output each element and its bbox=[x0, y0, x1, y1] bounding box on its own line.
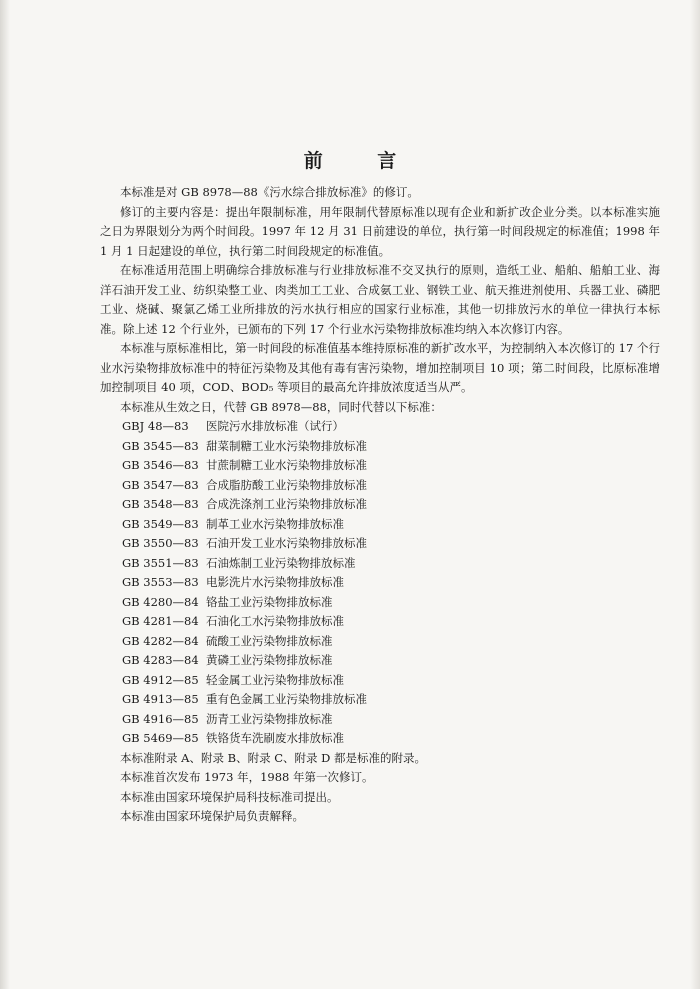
list-item bbox=[100, 515, 660, 535]
paragraph-scope: 在标准适用范围上明确综合排放标准与行业排放标准不交叉执行的原则，造纸工业、船舶、船舶工业、海洋石油开发工业、纺织染整工业、肉类加工工业、合成氨工业、钢铁工业、航天推进剂使用、兵器工业、磷肥工业、烧碱、聚氯乙烯工业所排放的污水执行相应的国家行业标准，其他一切排放污水的单位一律执行本标准。除上述 12 个行业外，已颁布的下列 17 个行业水污染物排放标准均纳入本次修订内容。 bbox=[100, 263, 660, 336]
list-item bbox=[100, 729, 660, 749]
standard-code: GB 3551—83 bbox=[122, 555, 199, 570]
list-item bbox=[100, 710, 660, 730]
standard-code: GB 4283—84 bbox=[122, 653, 199, 667]
document-body bbox=[100, 183, 660, 827]
standard-name: 石油化工水污染物排放标准 bbox=[206, 614, 344, 628]
list-item bbox=[100, 417, 660, 437]
list-item bbox=[100, 534, 660, 554]
standard-code: GB 4282—84 bbox=[122, 633, 199, 648]
standard-name: 石油开发工业水污染物排放标准 bbox=[206, 536, 367, 550]
standard-code: GB 4912—85 bbox=[122, 672, 199, 687]
standard-name: 硫酸工业污染物排放标准 bbox=[206, 633, 333, 648]
standard-code: GB 3550—83 bbox=[122, 536, 199, 550]
standard-name: 铁铬货车洗刷废水排放标准 bbox=[206, 731, 344, 745]
standard-code: GB 3547—83 bbox=[122, 477, 199, 492]
standard-name: 沥青工业污染物排放标准 bbox=[206, 711, 333, 726]
list-item bbox=[100, 690, 660, 710]
standard-name: 甜菜制糖工业水污染物排放标准 bbox=[206, 438, 367, 453]
standard-name: 甘蔗制糖工业水污染物排放标准 bbox=[206, 458, 367, 472]
list-item bbox=[100, 651, 660, 671]
list-item bbox=[100, 476, 660, 496]
list-item bbox=[100, 437, 660, 457]
standard-name: 电影洗片水污染物排放标准 bbox=[206, 575, 344, 589]
paragraph-comparison: 本标准与原标准相比，第一时间段的标准值基本维持原标准的新扩改水平，为控制纳入本次修订的 17 个行业水污染物排放标准中的特征污染物及其他有毒有害污染物，增加控制项目 10 项；第二时间段，比原标准增加控制项目 40 项，COD、BOD₅ 等项目的最高允许排放浓度适当从严。 bbox=[100, 341, 660, 394]
paragraph-replaces: 本标准从生效之日，代替 GB 8978—88，同时代替以下标准： bbox=[120, 399, 442, 414]
standard-code: GB 3548—83 bbox=[122, 497, 199, 511]
standard-code: GB 3553—83 bbox=[122, 575, 199, 589]
closing-history: 本标准首次发布 1973 年，1988 年第一次修订。 bbox=[120, 770, 374, 784]
standard-code: GB 3546—83 bbox=[122, 458, 199, 472]
standard-code: GB 4281—84 bbox=[122, 614, 199, 628]
standard-name: 重有色金属工业污染物排放标准 bbox=[206, 692, 367, 706]
standard-code: GBJ 48—83 bbox=[122, 419, 189, 433]
standard-name: 合成洗涤剂工业污染物排放标准 bbox=[206, 497, 367, 511]
standard-code: GB 3549—83 bbox=[122, 516, 199, 531]
standard-code: GB 3545—83 bbox=[122, 438, 199, 453]
standard-name: 制革工业水污染物排放标准 bbox=[206, 516, 344, 531]
standard-name: 铬盐工业污染物排放标准 bbox=[206, 594, 333, 609]
closing-proposed-by: 本标准由国家环境保护局科技标准司提出。 bbox=[120, 789, 339, 804]
standard-code: GB 4913—85 bbox=[122, 692, 199, 706]
list-item bbox=[100, 456, 660, 476]
list-item bbox=[100, 573, 660, 593]
closing-appendix: 本标准附录 A、附录 B、附录 C、附录 D 都是标准的附录。 bbox=[120, 750, 427, 765]
replaced-standards-list bbox=[100, 417, 660, 749]
list-item bbox=[100, 612, 660, 632]
list-item bbox=[100, 495, 660, 515]
list-item bbox=[100, 671, 660, 691]
list-item bbox=[100, 593, 660, 613]
standard-name: 医院污水排放标准（试行） bbox=[206, 419, 344, 433]
paragraph-revision-of: 本标准是对 GB 8978—88《污水综合排放标准》的修订。 bbox=[120, 185, 419, 199]
paragraph-main-changes: 修订的主要内容是：提出年限制标准，用年限制代替原标准以现有企业和新扩改企业分类。以本标准实施之日为界限划分为两个时间段。1997 年 12 月 31 日前建设的单位，执行第一时间段规定的标准值；1998 年 1 月 1 日起建设的单位，执行第二时间段规定的标准值。 bbox=[100, 204, 660, 258]
standard-code: GB 5469—85 bbox=[122, 731, 199, 745]
list-item bbox=[100, 632, 660, 652]
closing-interpreted-by: 本标准由国家环境保护局负责解释。 bbox=[120, 809, 304, 823]
standard-name: 石油炼制工业污染物排放标准 bbox=[206, 555, 356, 570]
standard-code: GB 4916—85 bbox=[122, 711, 199, 726]
standard-name: 轻金属工业污染物排放标准 bbox=[206, 672, 344, 687]
standard-name: 黄磷工业污染物排放标准 bbox=[206, 653, 333, 667]
page-title: 前 言 bbox=[303, 150, 421, 172]
standard-code: GB 4280—84 bbox=[122, 594, 199, 609]
standard-name: 合成脂肪酸工业污染物排放标准 bbox=[206, 477, 367, 492]
list-item bbox=[100, 554, 660, 574]
